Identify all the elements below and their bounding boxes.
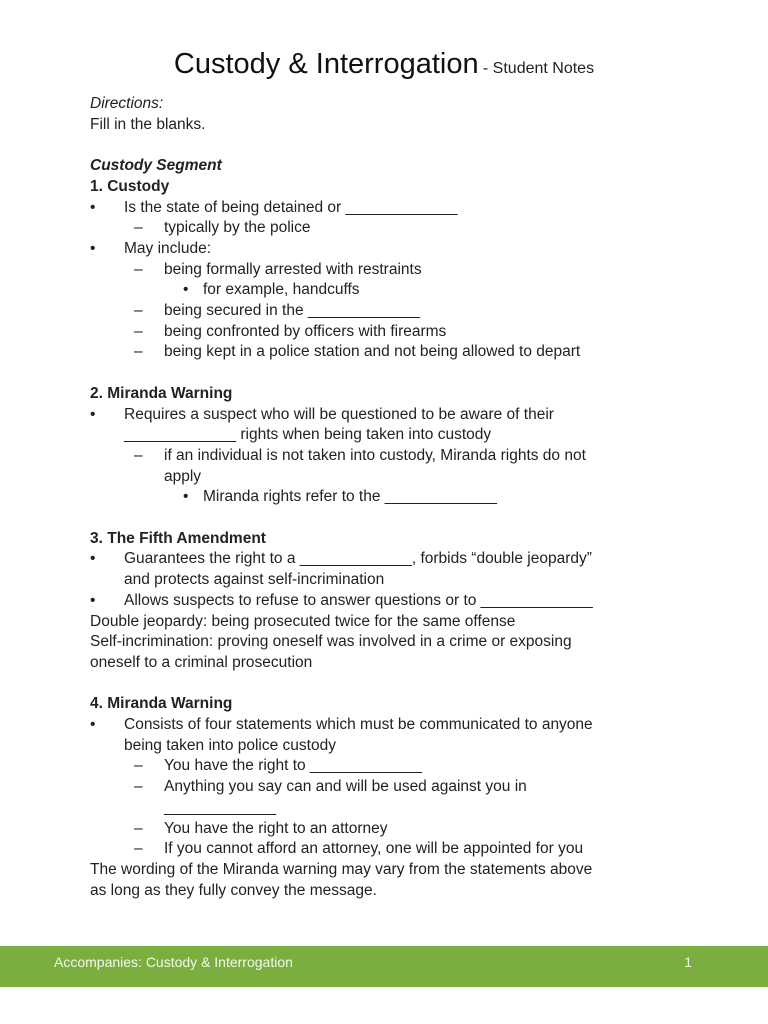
sub-bullet-item xyxy=(90,487,690,508)
item-text: being kept in a police station and not being allowed to depart xyxy=(164,343,581,361)
dash-item xyxy=(90,218,690,239)
bullet-item xyxy=(90,239,690,260)
section-heading-fifth-amendment: 3. The Fifth Amendment xyxy=(90,529,266,547)
dash-continuation: apply xyxy=(164,467,202,485)
fill-in-blank-text: Miranda rights refer to the _____________ xyxy=(203,488,497,506)
bullet-continuation: _____________ rights when being taken into custody xyxy=(124,426,492,444)
bullet-item xyxy=(90,198,690,219)
dash-marker: – xyxy=(134,260,143,278)
dash-marker: – xyxy=(134,322,143,340)
bullet-marker: • xyxy=(183,281,189,299)
dash-item xyxy=(90,819,690,840)
bullet-marker: • xyxy=(90,405,96,423)
bullet-continuation: and protects against self-incrimination xyxy=(124,571,385,589)
item-text: Anything you say can and will be used against you in xyxy=(164,778,527,796)
fill-in-blank-continuation: _____________ xyxy=(164,798,277,816)
fill-in-blank-text: Is the state of being detained or _____________ xyxy=(124,198,458,216)
item-text: being formally arrested with restraints xyxy=(164,260,422,278)
notes-body xyxy=(90,94,690,901)
bullet-marker: • xyxy=(90,591,96,609)
spacer xyxy=(90,508,690,529)
item-text: May include: xyxy=(124,239,212,257)
dash-marker: – xyxy=(134,757,143,775)
spacer xyxy=(90,135,690,156)
bullet-marker: • xyxy=(90,239,96,257)
closing-note-continuation: as long as they fully convey the message. xyxy=(90,881,377,899)
spacer xyxy=(90,363,690,384)
section-heading-miranda-warning-statements: 4. Miranda Warning xyxy=(90,695,233,713)
bullet-item xyxy=(90,549,690,570)
segment-title: Custody Segment xyxy=(90,157,222,175)
dash-item xyxy=(90,301,690,322)
bullet-marker: • xyxy=(90,716,96,734)
section-heading-miranda-warning: 2. Miranda Warning xyxy=(90,384,233,402)
item-text: for example, handcuffs xyxy=(203,281,360,299)
item-text: if an individual is not taken into custody, Miranda rights do not xyxy=(164,446,586,464)
bullet-item xyxy=(90,591,690,612)
closing-note: The wording of the Miranda warning may vary from the statements above xyxy=(90,860,593,878)
dash-marker: – xyxy=(134,219,143,237)
document-subtitle: - Student Notes xyxy=(482,60,595,77)
bullet-marker: • xyxy=(90,550,96,568)
sub-bullet-item xyxy=(90,280,690,301)
fill-in-blank-text: Allows suspects to refuse to answer questions or to _____________ xyxy=(124,591,593,609)
fill-in-blank-text: Guarantees the right to a _____________, forbids “double jeopardy” xyxy=(124,550,592,568)
bullet-marker: • xyxy=(90,198,96,216)
item-text: If you cannot afford an attorney, one will be appointed for you xyxy=(164,840,584,858)
directions-label: Directions: xyxy=(90,95,164,112)
bullet-marker: • xyxy=(183,488,189,506)
dash-marker: – xyxy=(134,819,143,837)
dash-marker: – xyxy=(134,778,143,796)
item-text: Requires a suspect who will be questioned to be aware of their xyxy=(124,405,554,423)
page-number: 1 xyxy=(684,954,692,970)
bullet-item xyxy=(90,715,690,736)
dash-marker: – xyxy=(134,343,143,361)
definition-continuation: oneself to a criminal prosecution xyxy=(90,653,313,671)
dash-item xyxy=(90,839,690,860)
dash-item xyxy=(90,777,690,798)
directions-text: Fill in the blanks. xyxy=(90,115,206,133)
page-title xyxy=(0,48,768,81)
document-title: Custody & Interrogation xyxy=(173,48,479,80)
footer-text: Accompanies: Custody & Interrogation xyxy=(54,954,293,970)
spacer xyxy=(90,674,690,695)
dash-item xyxy=(90,322,690,343)
footer-bar xyxy=(0,946,768,987)
dash-marker: – xyxy=(134,302,143,320)
dash-item xyxy=(90,342,690,363)
dash-marker: – xyxy=(134,840,143,858)
definition-double-jeopardy: Double jeopardy: being prosecuted twice for the same offense xyxy=(90,612,516,630)
fill-in-blank-text: You have the right to _____________ xyxy=(164,757,422,775)
bullet-continuation: being taken into police custody xyxy=(124,736,336,754)
dash-item xyxy=(90,756,690,777)
fill-in-blank-text: being secured in the _____________ xyxy=(164,302,420,320)
dash-marker: – xyxy=(134,446,143,464)
item-text: being confronted by officers with firearms xyxy=(164,322,447,340)
section-heading-custody: 1. Custody xyxy=(90,177,170,195)
dash-item xyxy=(90,260,690,281)
item-text: Consists of four statements which must be communicated to anyone xyxy=(124,716,593,734)
bullet-item xyxy=(90,405,690,426)
item-text: typically by the police xyxy=(164,219,311,237)
item-text: You have the right to an attorney xyxy=(164,819,388,837)
dash-item xyxy=(90,446,690,467)
definition-self-incrimination: Self-incrimination: proving oneself was involved in a crime or exposing xyxy=(90,633,572,651)
